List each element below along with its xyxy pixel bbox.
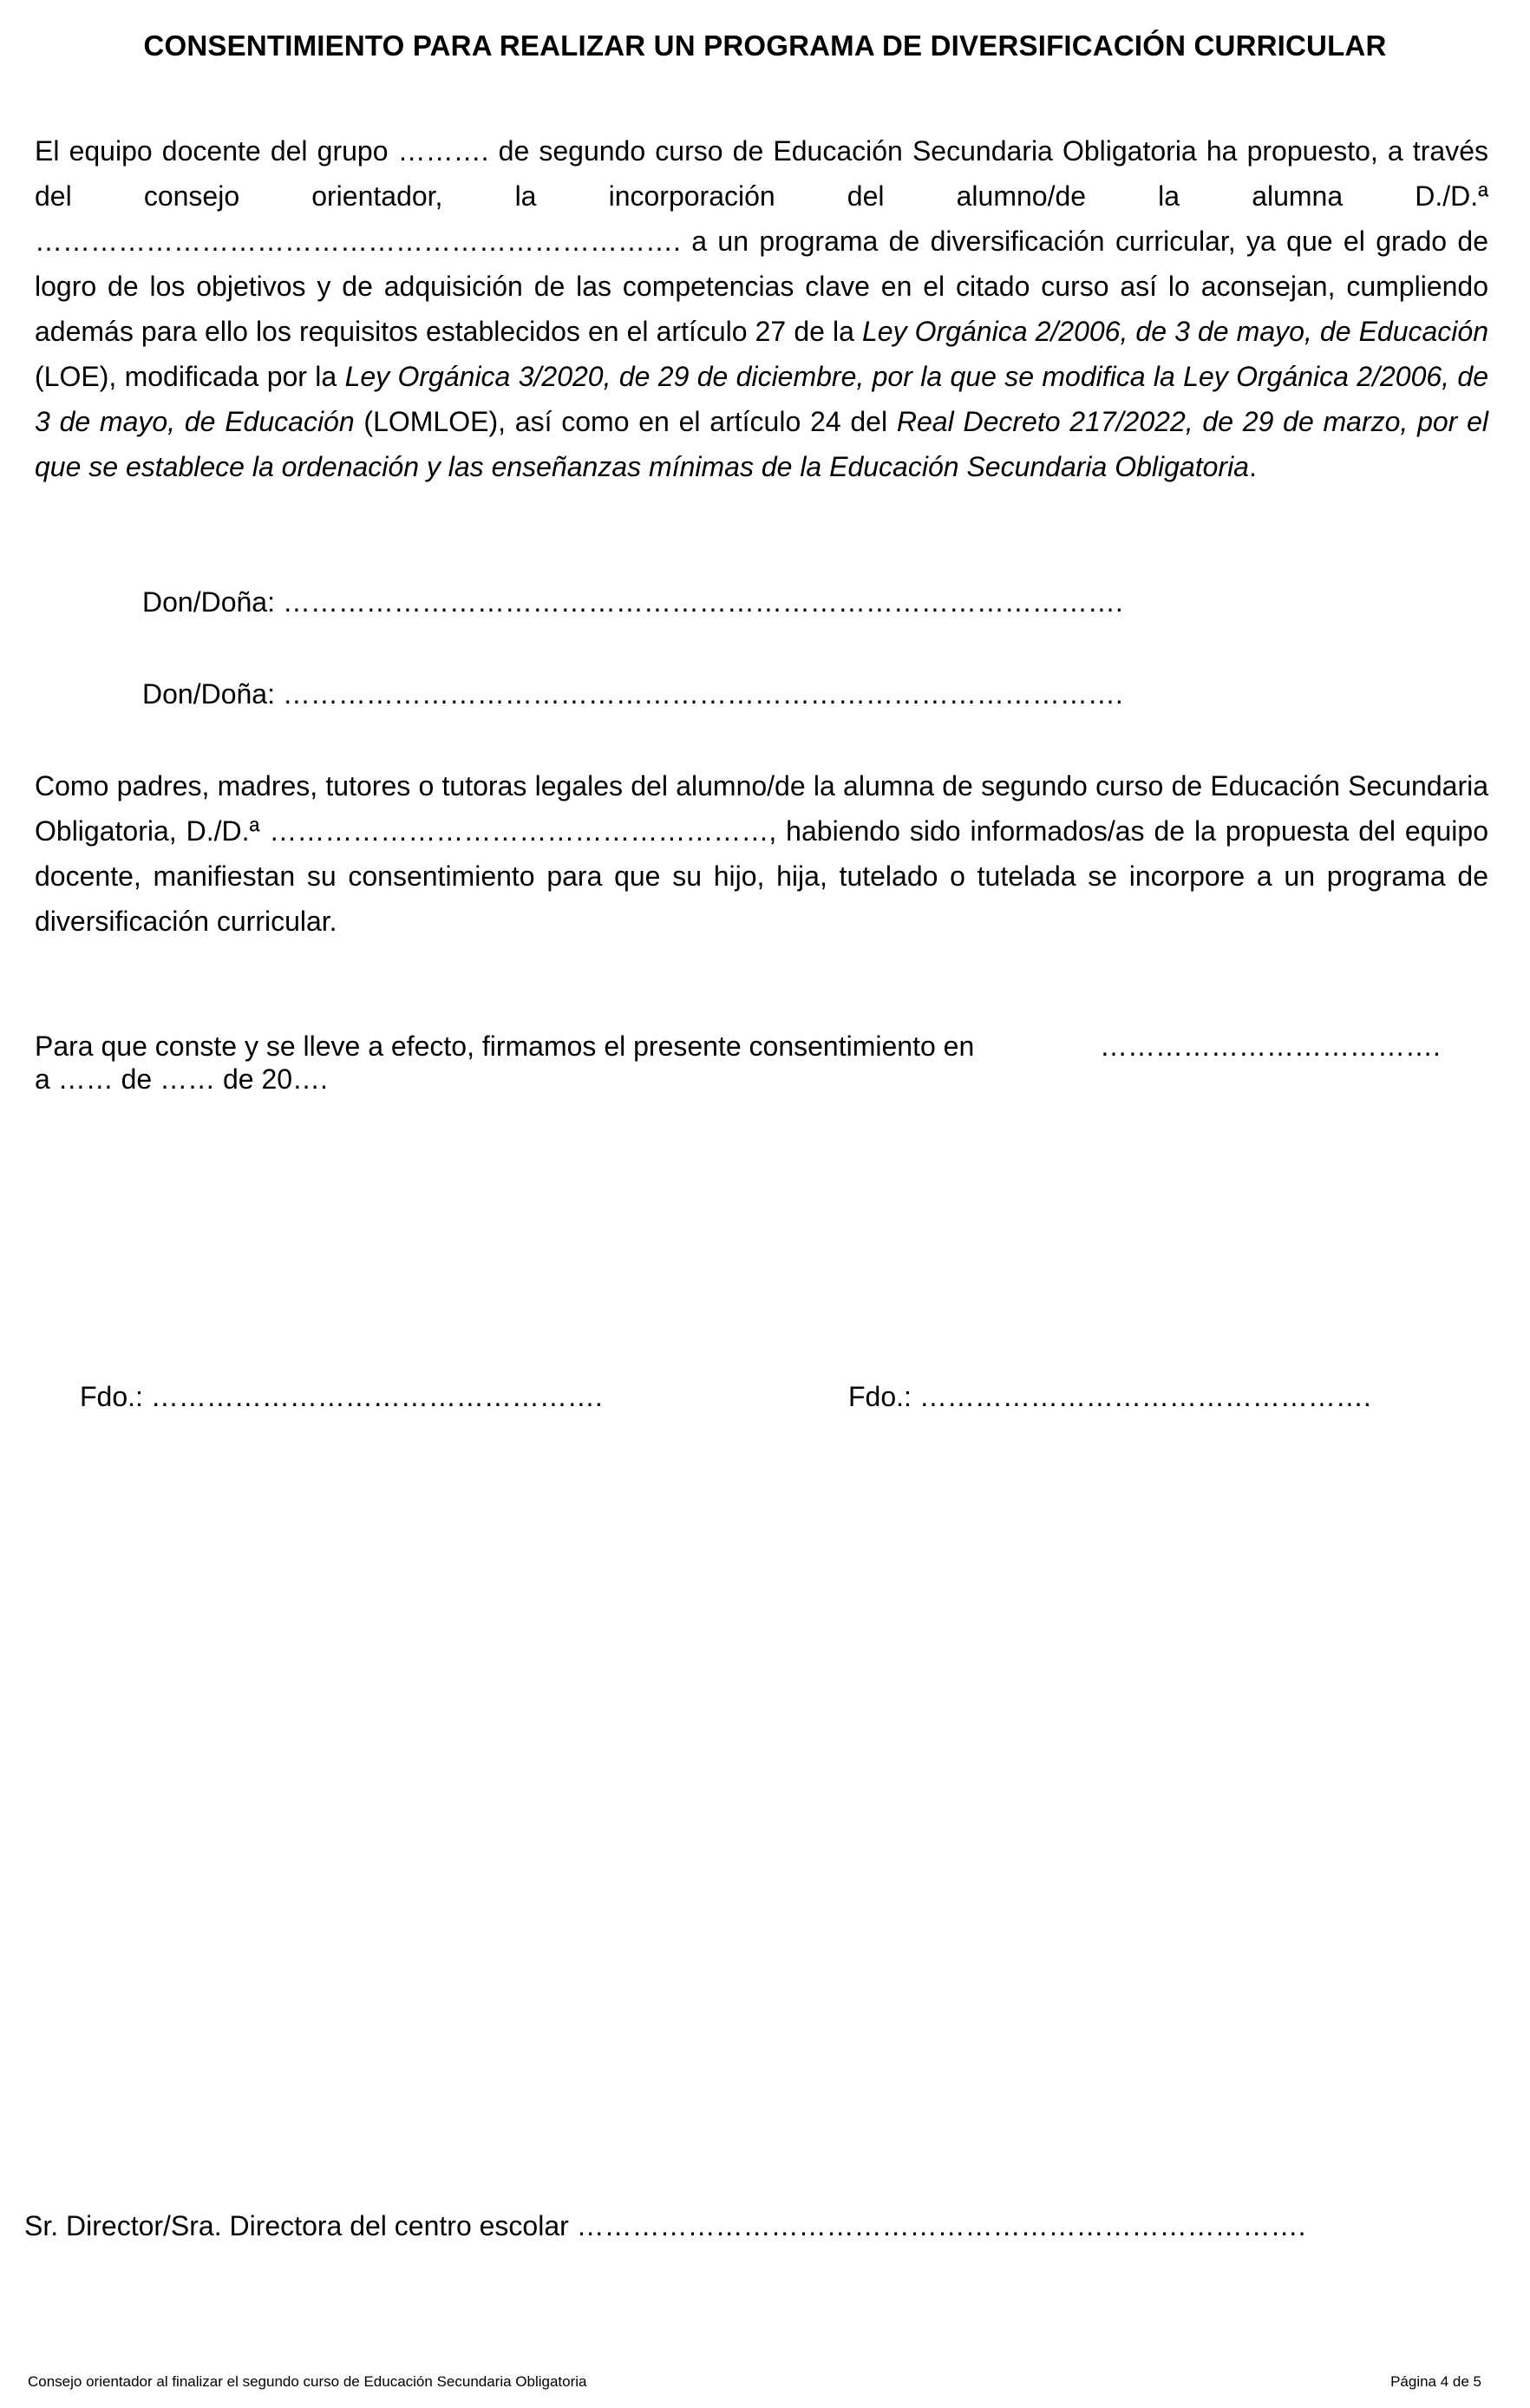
footer-page-number: Página 4 de 5 — [1390, 2373, 1481, 2390]
law-reference-loe: Ley Orgánica 2/2006, de 3 de mayo, de Educación — [861, 316, 1489, 347]
guardian-name-field-1[interactable]: Don/Doña: ………………………………………………………………………………. — [142, 586, 1123, 618]
intro-text-1: El equipo docente del grupo ………. de segundo curso de Educación Secundaria Obligatoria ha propuesto, a través del consejo orientador, la incorporación del alumno/de la alumna D./D.ª ……………………………………………………………. a un programa de diversificación curricular, ya que el grado de logro de los objetivos y de adquisición de las competencias clave en el citado curso así lo aconsejan, cumpliendo además para ello los requisitos establecidos en el artículo 27 de la — [35, 135, 1488, 347]
intro-paragraph — [35, 128, 1488, 489]
intro-text-3: (LOMLOE), así como en el artículo 24 del — [354, 406, 897, 437]
footer-document-name: Consejo orientador al finalizar el segundo curso de Educación Secundaria Obligatoria — [28, 2373, 587, 2390]
decree-reference: Real Decreto 217/2022, de 29 de marzo, por el que se establece la ordenación y las enseñanzas mínimas de la Educación Secundaria Obligatoria — [35, 406, 1489, 482]
intro-text-4: . — [1248, 451, 1257, 482]
law-reference-lomloe: Ley Orgánica 3/2020, de 29 de diciembre, por la que se modifica la Ley Orgánica 2/2006, de 3 de mayo, de Educación — [35, 361, 1489, 437]
signature-field-left[interactable]: Fdo.: …………………………………………. — [80, 1381, 603, 1412]
signature-field-right[interactable]: Fdo.: …………………………………………. — [848, 1381, 1371, 1412]
consent-place-field[interactable]: ………………………………. — [1100, 1031, 1441, 1062]
consent-place-label: Para que conste y se lleve a efecto, firmamos el presente consentimiento en — [35, 1031, 975, 1062]
intro-text-2: (LOE), modificada por la — [35, 361, 345, 392]
consent-paragraph: Como padres, madres, tutores o tutoras legales del alumno/de la alumna de segundo curso de Educación Secundaria Obligatoria, D./D.ª ………………………………………………, habiendo sido informados/as de la propuesta del equipo docente, manifiestan su consentimiento para que su hijo, hija, tutelado o tutelada se incorpore a un programa de diversificación curricular. — [35, 770, 1488, 937]
consent-date-field[interactable]: a …… de …… de 20…. — [35, 1063, 328, 1095]
director-addressee: Sr. Director/Sra. Directora del centro escolar ……………………………………………………………………. — [24, 2210, 1306, 2241]
document-title: CONSENTIMIENTO PARA REALIZAR UN PROGRAMA DE DIVERSIFICACIÓN CURRICULAR — [143, 29, 1387, 62]
guardian-name-field-2[interactable]: Don/Doña: ………………………………………………………………………………. — [142, 678, 1123, 710]
